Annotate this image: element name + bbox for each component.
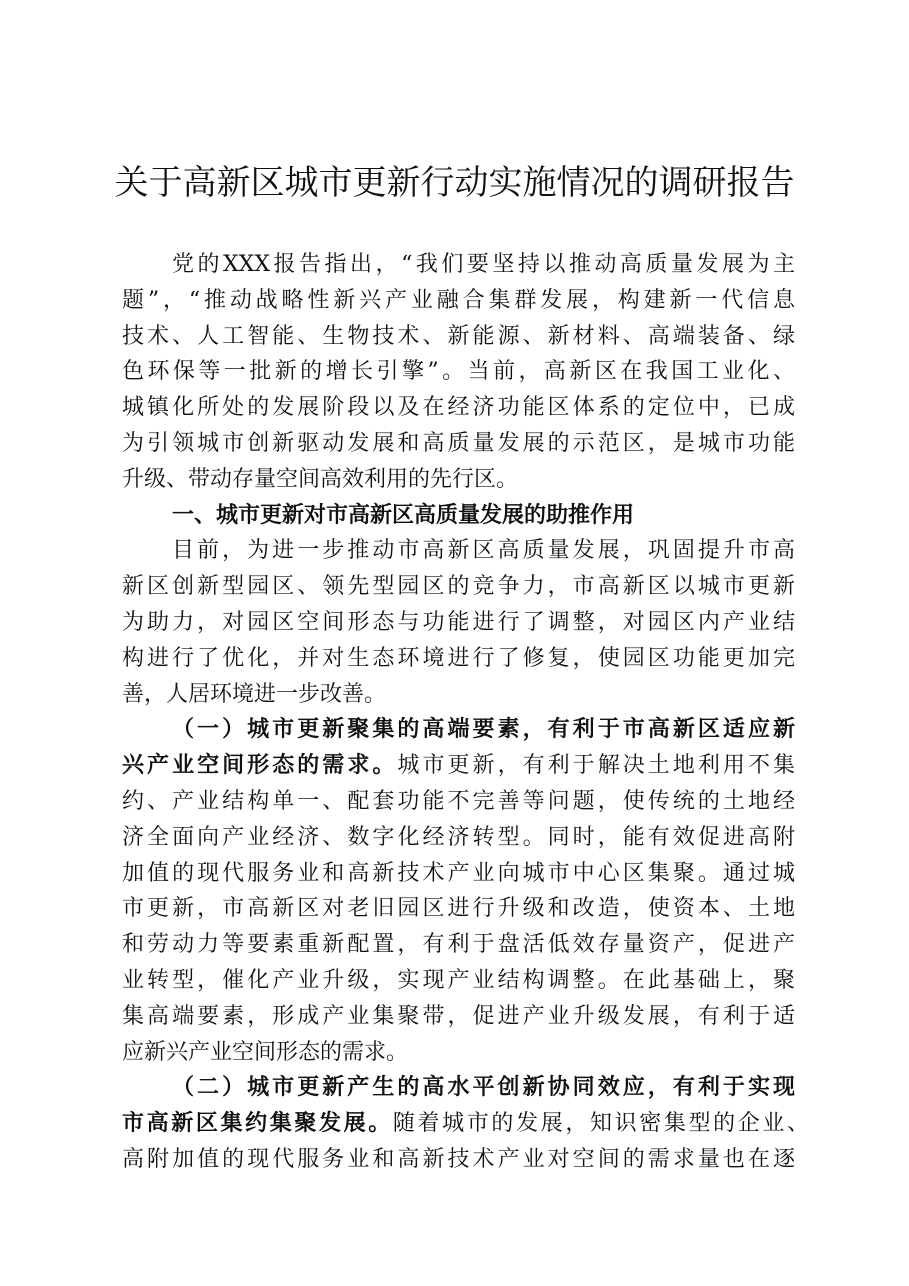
subsection-heading-text: （二）城市更新产生的高水平创新协同效应，有利于实现 [172,1074,795,1101]
body-line [122,319,795,355]
line-text: 色环保等一批新的增长引擎”。当前，高新区在我国工业化、 [122,359,795,385]
line-text: 济全面向产业经济、数字化经济转型。同时，能有效促进高附 [122,824,795,850]
body-line [122,784,795,820]
line-text: 党的XXX报告指出，“我们要坚持以推动高质量发展为主 [172,252,795,277]
line-text: 城市更新，有利于解决土地利用不集 [397,753,795,779]
line-text: 高附加值的现代服务业和高新技术产业对空间的需求量也在逐 [122,1146,795,1172]
section-heading [122,498,795,534]
subsection-heading-text: 市高新区集约集聚发展。 [122,1110,393,1137]
line-text: 约、产业结构单一、配套功能不完善等问题，使传统的土地经 [122,788,795,814]
body-line [122,641,795,677]
line-text: 题”，“推动战略性新兴产业融合集群发展，构建新一代信息 [122,287,795,313]
body-line [122,677,795,713]
line-text: 升级、带动存量空间高效利用的先行区。 [122,466,519,492]
document-title: 关于高新区城市更新行动实施情况的调研报告 [114,163,795,203]
subsection-heading-line [122,712,795,748]
body-line [122,891,795,927]
line-text: 城镇化所处的发展阶段以及在经济功能区体系的定位中，已成 [122,395,795,421]
body-line [122,426,795,462]
body-line [122,390,795,426]
line-text: 市更新，市高新区对老旧园区进行升级和改造，使资本、土地 [122,896,795,922]
subsection-heading-text: 兴产业空间形态的需求。 [122,752,398,779]
body-line [122,247,795,283]
line-text: 目前，为进一步推动市高新区高质量发展，巩固提升市高 [172,538,795,564]
section-heading-text: 一、城市更新对市高新区高质量发展的助推作用 [172,502,635,528]
line-text: 业转型，催化产业升级，实现产业结构调整。在此基础上，聚 [122,967,795,993]
subsection-heading-line [122,1106,809,1142]
body-line [122,999,795,1035]
document-body [122,247,809,1178]
line-text: 新区创新型园区、领先型园区的竞争力，市高新区以城市更新 [122,574,795,600]
line-text: 应新兴产业空间形态的需求。 [122,1039,409,1065]
body-line [122,856,795,892]
line-text: 善，人居环境进一步改善。 [122,681,387,707]
body-line [122,533,795,569]
subsection-heading-text: （一）城市更新聚集的高端要素，有利于市高新区适应新 [172,716,795,743]
line-text: 加值的现代服务业和高新技术产业向城市中心区集聚。通过城 [122,860,795,886]
body-line [122,283,795,319]
line-text: 为引领城市创新驱动发展和高质量发展的示范区，是城市功能 [122,430,795,456]
line-text: 构进行了优化，并对生态环境进行了修复，使园区功能更加完 [122,645,795,671]
body-line [122,462,795,498]
line-text: 为助力，对园区空间形态与功能进行了调整，对园区内产业结 [122,609,795,635]
line-text: 技术、人工智能、生物技术、新能源、新材料、高端装备、绿 [122,323,795,349]
body-line [122,1142,795,1178]
body-line [122,605,795,641]
line-text: 和劳动力等要素重新配置，有利于盘活低效存量资产，促进产 [122,932,795,958]
subsection-heading-line [122,1070,795,1106]
line-text: 集高端要素，形成产业集聚带，促进产业升级发展，有利于适 [122,1003,795,1029]
body-line [122,963,795,999]
body-line [122,927,795,963]
line-text: 随着城市的发展，知识密集型的企业、 [392,1111,809,1137]
subsection-heading-line [122,748,795,784]
body-line [122,569,795,605]
body-line [122,1035,795,1071]
body-line [122,820,795,856]
body-line [122,354,795,390]
